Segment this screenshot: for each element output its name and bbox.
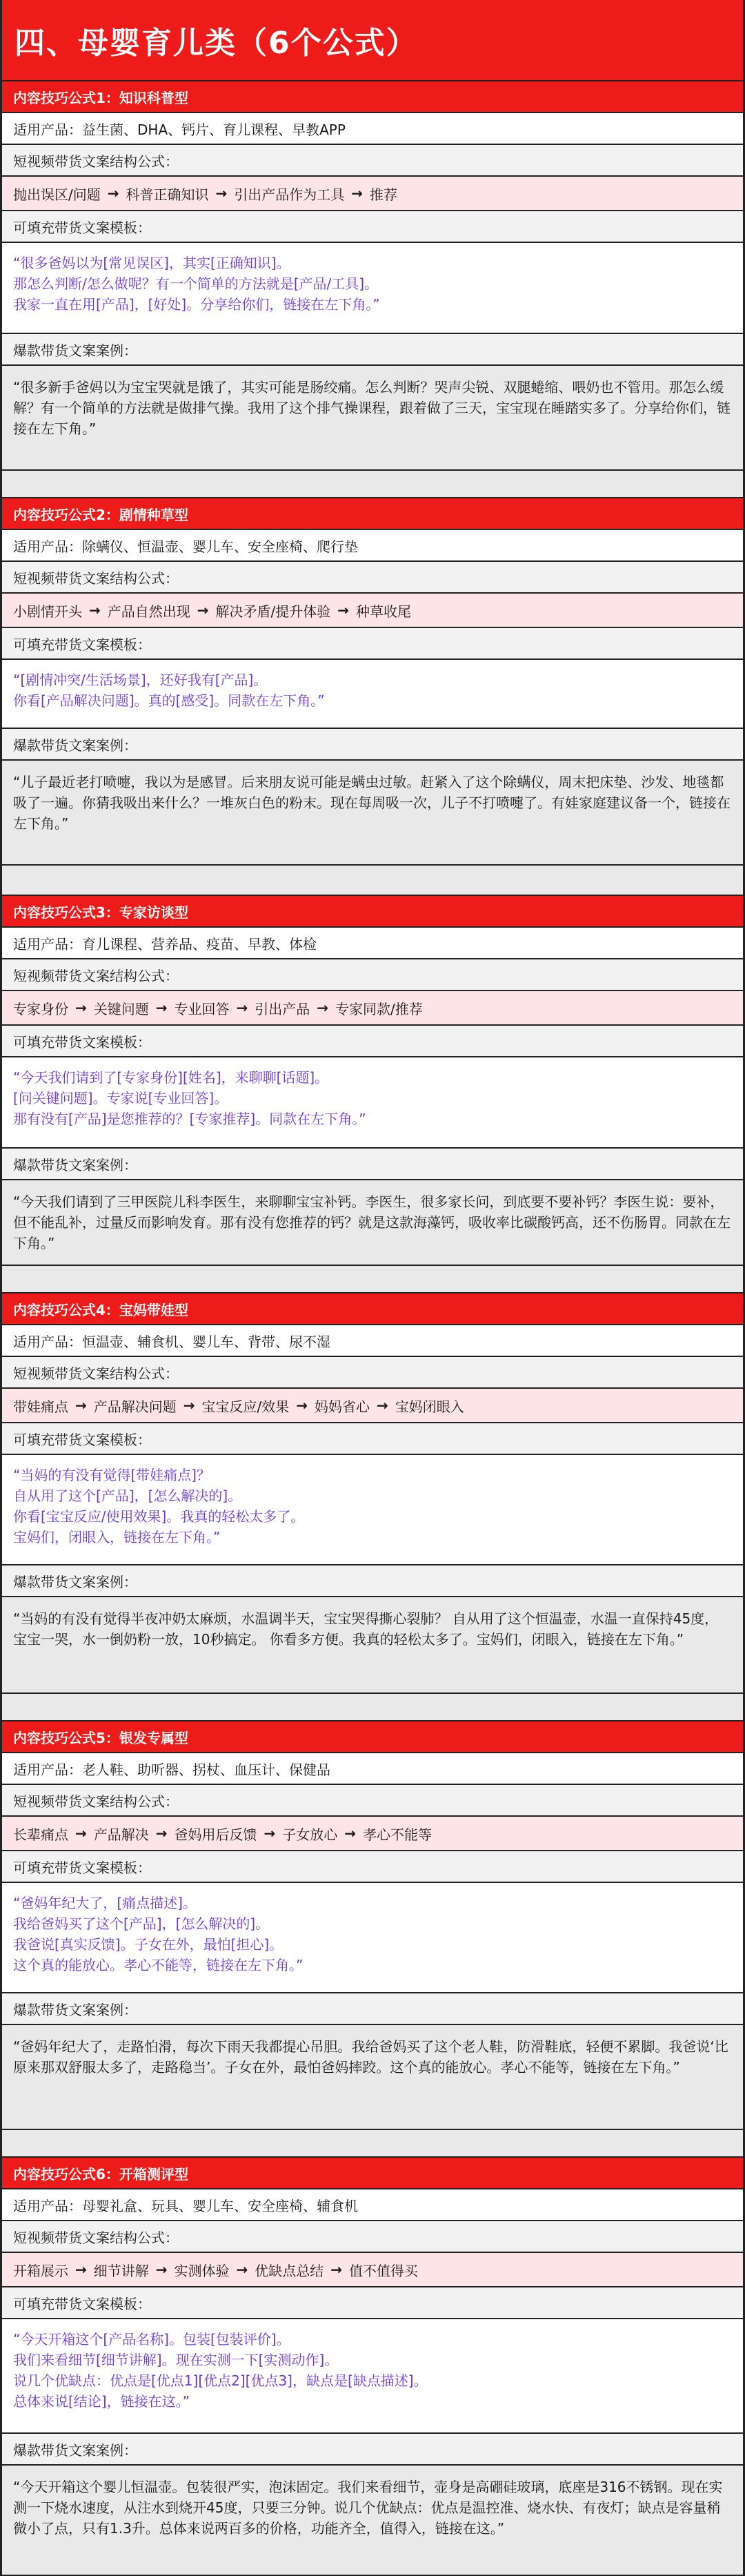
arrow-icon: → — [75, 2261, 87, 2278]
formula-row — [2, 991, 743, 1026]
products-label: 适用产品： — [13, 935, 82, 953]
arrow-icon: → — [215, 185, 228, 202]
formula-step: 产品自然出现 — [107, 603, 190, 620]
arrow-icon: → — [351, 185, 364, 202]
products-label: 适用产品： — [13, 538, 82, 555]
example-text: “爸妈年纪大了，走路怕滑，每次下雨天我都提心吊胆。我给爸妈买了这个老人鞋，防滑鞋底，轻便不累脚。我爸说‘比原来那双舒服太多了，走路稳当’。子女在外，最怕爸妈摔跤。这个真的能放心。孝心不能等，链接在左下角。” — [2, 2025, 743, 2130]
products-row — [2, 1753, 743, 1785]
products-row — [2, 113, 743, 145]
structure-label: 短视频带货文案结构公式： — [2, 1785, 743, 1817]
section-3 — [2, 896, 743, 1294]
formula-step: 专家身份 — [13, 1000, 68, 1017]
section-heading: 内容技巧公式1：知识科普型 — [2, 81, 743, 113]
formula-step: 种草收尾 — [356, 603, 412, 620]
arrow-icon: → — [317, 999, 329, 1016]
example-label: 爆款带货文案案例： — [2, 1993, 743, 2025]
example-label: 爆款带货文案案例： — [2, 1149, 743, 1180]
section-5 — [2, 1721, 743, 2158]
formula-step: 引出产品作为工具 — [234, 186, 345, 203]
arrow-icon: → — [197, 602, 209, 618]
products-row — [2, 1325, 743, 1357]
structure-label: 短视频带货文案结构公式： — [2, 145, 743, 177]
arrow-icon: → — [236, 2261, 248, 2278]
products-value: 老人鞋、助听器、拐杖、血压计、保健品 — [82, 1761, 330, 1778]
formula-step: 专家同款/推荐 — [335, 1000, 423, 1017]
arrow-icon: → — [155, 2261, 168, 2278]
template-label: 可填充带货文案模板： — [2, 1851, 743, 1883]
example-label: 爆款带货文案案例： — [2, 334, 743, 366]
arrow-icon: → — [377, 1397, 388, 1414]
products-row — [2, 2189, 743, 2221]
section-spacer — [2, 1694, 743, 1721]
section-heading: 内容技巧公式6：开箱测评型 — [2, 2158, 743, 2189]
arrow-icon: → — [183, 1397, 195, 1414]
formula-step: 引出产品 — [255, 1000, 310, 1017]
structure-label: 短视频带货文案结构公式： — [2, 959, 743, 991]
products-value: 除螨仪、恒温壶、婴儿车、安全座椅、爬行垫 — [82, 538, 358, 555]
section-heading: 内容技巧公式3：专家访谈型 — [2, 896, 743, 928]
formula-row — [2, 1389, 743, 1423]
formula-row — [2, 1817, 743, 1851]
arrow-icon: → — [330, 2261, 343, 2278]
formula-step: 关键问题 — [93, 1000, 149, 1017]
formula-row — [2, 177, 743, 211]
template-text: “今天我们请到了[专家身份][姓名]，来聊聊[话题]。 [问关键问题]。专家说[专业回答]。 那有没有[产品]是您推荐的？[专家推荐]。同款在左下角。” — [2, 1057, 743, 1149]
example-label: 爆款带货文案案例： — [2, 1565, 743, 1597]
formula-step: 开箱展示 — [13, 2262, 68, 2279]
products-label: 适用产品： — [13, 1333, 82, 1350]
template-label: 可填充带货文案模板： — [2, 628, 743, 660]
formula-step: 孝心不能等 — [363, 1826, 433, 1843]
structure-label: 短视频带货文案结构公式： — [2, 2221, 743, 2253]
products-row — [2, 928, 743, 959]
example-label: 爆款带货文案案例： — [2, 729, 743, 761]
arrow-icon: → — [75, 999, 87, 1016]
formula-step: 产品解决问题 — [93, 1398, 177, 1415]
structure-label: 短视频带货文案结构公式： — [2, 562, 743, 594]
section-heading: 内容技巧公式5：银发专属型 — [2, 1721, 743, 1753]
products-value: 恒温壶、辅食机、婴儿车、背带、尿不湿 — [82, 1333, 330, 1350]
products-value: 母婴礼盒、玩具、婴儿车、安全座椅、辅食机 — [82, 2197, 358, 2214]
section-spacer — [2, 471, 743, 498]
section-heading: 内容技巧公式2：剧情种草型 — [2, 498, 743, 530]
template-label: 可填充带货文案模板： — [2, 1423, 743, 1455]
formula-step: 长辈痛点 — [13, 1826, 68, 1843]
template-text: “很多爸妈以为[常见误区]，其实[正确知识]。 那怎么判断/怎么做呢？有一个简单的方法就是[产品/工具]。 我家一直在用[产品]，[好处]。分享给你们，链接在左下角。” — [2, 243, 743, 334]
products-label: 适用产品： — [13, 2197, 82, 2214]
products-row — [2, 530, 743, 562]
section-spacer — [2, 866, 743, 896]
formula-row — [2, 594, 743, 628]
formula-step: 实测体验 — [174, 2262, 230, 2279]
products-label: 适用产品： — [13, 121, 82, 138]
example-text: “今天开箱这个婴儿恒温壶。包装很严实，泡沫固定。我们来看细节，壶身是高硼硅玻璃，底座是316不锈钢。现在实测一下烧水速度，从注水到烧开45度，只要三分钟。说几个优缺点：优点是温控准、烧水快、有夜灯；缺点是容量稍微小了点，只有1.3升。总体来说两百多的价格，功能齐全，值得入，链接在这。” — [2, 2466, 743, 2576]
formula-step: 抛出误区/问题 — [13, 186, 101, 203]
arrow-icon: → — [337, 602, 350, 618]
arrow-icon: → — [107, 185, 119, 202]
template-text: “爸妈年纪大了，[痛点描述]。 我给爸妈买了这个[产品]，[怎么解决的]。 我爸说[真实反馈]。子女在外，最怕[担心]。 这个真的能放心。孝心不能等，链接在左下角。” — [2, 1883, 743, 1993]
formula-step: 小剧情开头 — [13, 603, 82, 620]
arrow-icon: → — [264, 1825, 276, 1842]
template-text: “[剧情冲突/生活场景]，还好我有[产品]。 你看[产品解决问题]。真的[感受]。同款在左下角。” — [2, 660, 743, 729]
example-text: “当妈的有没有觉得半夜冲奶太麻烦，水温调半天，宝宝哭得撕心裂肺？ 自从用了这个恒温壶，水温一直保持45度，宝宝一哭，水一倒奶粉一放，10秒搞定。 你看多方便。我真的轻松太多了。宝妈们，闭眼入，链接在左下角。” — [2, 1597, 743, 1694]
section-spacer — [2, 2130, 743, 2158]
formula-step: 带娃痛点 — [13, 1398, 68, 1415]
formula-step: 爸妈用后反馈 — [174, 1826, 257, 1843]
formula-step: 宝妈闭眼入 — [395, 1398, 464, 1415]
example-label: 爆款带货文案案例： — [2, 2434, 743, 2466]
formula-step: 宝宝反应/效果 — [201, 1398, 290, 1415]
formula-step: 专业回答 — [174, 1000, 230, 1017]
arrow-icon: → — [236, 999, 248, 1016]
template-label: 可填充带货文案模板： — [2, 211, 743, 243]
formula-step: 产品解决 — [93, 1826, 149, 1843]
formula-step: 子女放心 — [282, 1826, 338, 1843]
products-value: 育儿课程、营养品、疫苗、早教、体检 — [82, 935, 317, 953]
template-text: “当妈的有没有觉得[带娃痛点]？ 自从用了这个[产品]，[怎么解决的]。 你看[宝宝反应/使用效果]。我真的轻松太多了。 宝妈们，闭眼入，链接在左下角。” — [2, 1455, 743, 1565]
section-1 — [2, 81, 743, 498]
arrow-icon: → — [155, 999, 168, 1016]
section-2 — [2, 498, 743, 896]
section-4 — [2, 1294, 743, 1721]
template-label: 可填充带货文案模板： — [2, 1026, 743, 1057]
structure-label: 短视频带货文案结构公式： — [2, 1357, 743, 1389]
arrow-icon: → — [155, 1825, 168, 1842]
template-text: “今天开箱这个[产品名称]。包装[包装评价]。 我们来看细节[细节讲解]。现在实测一下[实测动作]。 说几个优缺点：优点是[优点1][优点2][优点3]，缺点是[缺点描述]。 总体来说[结论]，链接在这。” — [2, 2319, 743, 2434]
arrow-icon: → — [75, 1825, 87, 1842]
formula-step: 解决矛盾/提升体验 — [215, 603, 331, 620]
formula-step: 科普正确知识 — [126, 186, 209, 203]
example-text: “今天我们请到了三甲医院儿科李医生，来聊聊宝宝补钙。李医生，很多家长问，到底要不要补钙？李医生说：要补，但不能乱补，过量反而影响发育。那有没有您推荐的钙？就是这款海藻钙，吸收率比碳酸钙高，还不伤肠胃。同款在左下角。” — [2, 1180, 743, 1266]
arrow-icon: → — [344, 1825, 357, 1842]
example-text: “很多新手爸妈以为宝宝哭就是饿了，其实可能是肠绞痛。怎么判断？哭声尖锐、双腿蜷缩、喂奶也不管用。那怎么缓解？有一个简单的方法就是做排气操。我用了这个排气操课程，跟着做了三天，宝宝现在睡踏实多了。分享给你们，链接在左下角。” — [2, 366, 743, 471]
example-text: “儿子最近老打喷嚏，我以为是感冒。后来朋友说可能是螨虫过敏。赶紧入了这个除螨仪，周末把床垫、沙发、地毯都吸了一遍。你猜我吸出来什么？一堆灰白色的粉末。现在每周吸一次，儿子不打喷嚏了。有娃家庭建议备一个，链接在左下角。” — [2, 761, 743, 866]
formula-step: 妈妈省心 — [315, 1398, 370, 1415]
formula-step: 值不值得买 — [349, 2262, 419, 2279]
section-6 — [2, 2158, 743, 2576]
formula-step: 优缺点总结 — [255, 2262, 324, 2279]
formula-row — [2, 2253, 743, 2287]
products-value: 益生菌、DHA、钙片、育儿课程、早教APP — [82, 121, 346, 138]
formula-step: 细节讲解 — [93, 2262, 149, 2279]
section-heading: 内容技巧公式4：宝妈带娃型 — [2, 1294, 743, 1325]
section-spacer — [2, 1266, 743, 1294]
products-label: 适用产品： — [13, 1761, 82, 1778]
arrow-icon: → — [89, 602, 101, 618]
arrow-icon: → — [296, 1397, 308, 1414]
page-title: 四、母婴育儿类（6个公式） — [2, 0, 743, 81]
arrow-icon: → — [75, 1397, 87, 1414]
template-label: 可填充带货文案模板： — [2, 2287, 743, 2319]
formula-step: 推荐 — [370, 186, 398, 203]
